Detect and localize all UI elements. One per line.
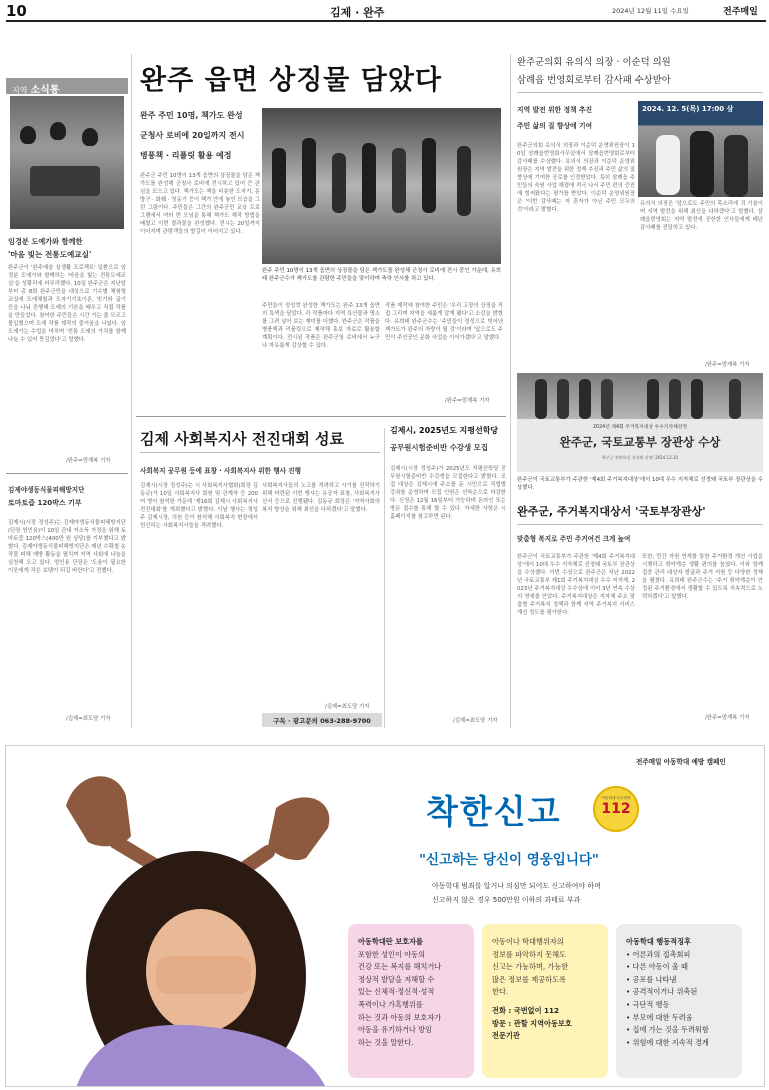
pottery-class-photo xyxy=(10,96,124,229)
badge-caption: 아동학대 신고전화 xyxy=(601,796,631,800)
award-banner-top: 2024년 제4회 주거복지대상 우수지자체선정 xyxy=(593,425,687,430)
issue-date: 2024년 12월 11일 수요일 xyxy=(612,7,689,15)
section-label-title: 소식통 xyxy=(30,85,60,96)
academy-byline: /김제=최도담 기자 xyxy=(453,718,498,724)
campaign-org: 전주매일 아동학대 예방 캠페인 xyxy=(636,758,726,766)
page-number: 10 xyxy=(6,2,27,20)
academy-body: 김제시(시장 정성주)가 2025년도 지평선학당 공무원시험준비반 수강생을 모집한다고 밝혔다. 모집 대상은 김제시에 주소를 둔 시민으로 직렬별 강좌를 운영하며 모집 인원은 선착순으로 마감한다. 신청은 12월 16일부터 가능하며 온라인 또는 방문 접수를 통해 할 수 있다. 자세한 사항은 시 홈페이지를 참고하면 된다. xyxy=(390,466,506,520)
paper-name: 전주매일 xyxy=(723,7,758,17)
main-body-col3: 작품 제작에 참여한 주민은 '우리 고장의 상징을 직접 그리며 지역을 새롭게 알게 됐다'고 소감을 밝혔다. 유희태 완주군수는 '주민들이 정성으로 빚어낸 책가도가 완주의 자랑이 될 것'이라며 '앞으로도 주민이 주인공인 문화 사업을 이어가겠다'고 말했다. xyxy=(385,303,503,341)
info-box-report-lines xyxy=(492,936,598,999)
award-photo xyxy=(517,373,763,472)
welfare-sub: 사회복지 공무원 등에 표창 · 사회복지사 위한 행사 진행 xyxy=(140,467,301,475)
sign-item: • 집에 가는 것을 두려워함 xyxy=(626,1025,709,1035)
definition-line: 아동을 유기하거나 방임 xyxy=(358,1025,433,1035)
main-deck-3: 병풍책 · 리플릿 활용 예정 xyxy=(140,151,232,160)
council-body-left: 완주군의회 유의식 의장과 이순덕 운영위원장이 10일 삼례읍번영회사무실에서 삼례읍번영회로부터 감사패를 수상했다. 유의식 의장과 이순덕 운영위원장은 지역 발전을 위한 정책 추진과 주민 삶의 질 향상에 기여한 공로를 인정받았다. 특히 삼례읍 주민들의 숙원 사업 해결에 적극 나서 주민 편의 증진에 힘써왔다는 평가를 받았다. 이순덕 운영위원장은 '이번 감사패는 저 혼자가 아닌 주민 모두의 것'이라고 밝혔다. xyxy=(517,143,635,213)
report-line: 정보를 파악하지 못해도 xyxy=(492,949,567,959)
sign-item: • 공격적이거나 위축된 xyxy=(626,987,698,997)
story1-byline: /완주=엄재복 기자 xyxy=(66,458,111,464)
definition-line: 폭력이나 가혹행위를 xyxy=(358,999,423,1009)
report-line: 많은 정보를 제공하도록 xyxy=(492,974,567,984)
academy-headline: 김제시, 2025년도 지평선학당 xyxy=(390,426,499,435)
page-header xyxy=(0,0,769,20)
definition-line: 하는 것과 아동의 보호자가 xyxy=(358,1012,442,1022)
definition-line: 정상적 발달을 저해할 수 xyxy=(358,974,435,984)
council-photo-banner: 2024. 12. 5(목) 17:00 삼 xyxy=(642,105,734,113)
sign-item: • 위험에 대한 지속적 경계 xyxy=(626,1037,709,1047)
story1-body: 완주군이 '완주예술 실생활 프로젝트' 일환으로 임경분 도예가와 함께하는 '마음을 빛는 전통도예교실'을 성황리에 마무리했다. 10일 완주군은 지난달부터 총 8회 완주군민을 대상으로 기수별 체험형 교실에 도예체험과 도자기기초이론, 빚기와 굽기 등을 나눠 진행해 도예의 기본을 배우고 직접 작품을 만들었다. 참여한 주민들은 시간 가는 줄 모르고 몰입했으며 도예 작품 제작의 즐거움을 나눴다. 임 도예가는 수업을 마치며 '전통 도예의 가치를 함께 나눌 수 있어 뜻깊었다'고 말했다. xyxy=(8,265,126,343)
welfare-byline: /김제=최도담 기자 xyxy=(325,704,370,710)
child-abuse-campaign-ad xyxy=(5,745,765,1087)
exhibition-photo-caption: 완주 주민 10명이 13개 읍면의 상징물을 담은 책가도를 완성해 군청사 로비에 전시 중인 가운데, 유희태 완주군수가 책가도를 관람한 주민들을 맞이하며 축하 인사를 하고 있다. xyxy=(262,268,501,282)
campaign-desc-2: 신고하지 않은 경우 500만원 이하의 과태료 부과 xyxy=(432,896,581,904)
definition-line: 건강 또는 복지를 해치거나 xyxy=(358,962,442,972)
info-box-definition-lines xyxy=(358,936,464,1049)
council-headline-2: 삼례읍 번영회로부터 감사패 수상받아 xyxy=(517,75,671,86)
info-box-signs xyxy=(616,924,742,1078)
report-line: 아동이나 학대행위자의 xyxy=(492,937,564,946)
sign-item: • 다른 아동이 울 때 xyxy=(626,962,688,972)
main-body-col1: 완주군 주민 10명이 13개 읍면의 상징물을 담은 책가도를 완성해 군청사 로비에 전시하고 있어 큰 관심을 모으고 있다. 책가도는 책을 비롯한 도자기, 문방구 · 화훼 · 청동기 등이 책가 안에 놓인 모습을 그린 그림이다. 주민들은 그간의 완주군민 교육 프로그램에서 여러 번 모임을 통해 책가도 제작 방법을 배웠고 이번 결과물을 완성했다. 전시는 20일까지 이어지며 관람객들의 발길이 이어지고 있다. xyxy=(140,173,260,235)
housing-byline: /완주=엄재복 기자 xyxy=(705,715,750,721)
left-column xyxy=(6,78,128,728)
campaign-title: 착한신고 xyxy=(426,792,562,831)
housing-headline: 완주군, 주거복지대상서 '국토부장관상' xyxy=(517,505,706,518)
welfare-headline: 김제 사회복지사 전진대회 성료 xyxy=(140,430,345,448)
story2-headline-2: 토마토즙 120박스 기부 xyxy=(8,499,82,507)
academy-sub: 공무원시험준비반 수강생 모집 xyxy=(390,443,488,452)
report-line: 한다. xyxy=(492,987,509,997)
campaign-slogan: "신고하는 당신이 영웅입니다" xyxy=(419,852,599,868)
story1-headline-2: '마음 빛는 전통도예교실' xyxy=(8,250,92,259)
award-banner-sub: 완주군 전북유일 지자체 선정! 2024.12.10 xyxy=(602,455,678,460)
housing-body-left: 완주군이 국토교통부가 주관한 '제4회 주거복지대상'에서 10대 우수 지자체로 선정돼 국토부 장관상을 수상했다. 이번 수상으로 완주군은 지난 2022년 국토교통부 제1회 주거복지대상 우수 지자체, 2023년 주거복지대상 우수상에 이어 3년 연속 수상의 영예를 안았다. 주거복지대상은 지자체 주요 맞춤형 주거복지 정책과 함께 지역 주거복지 서비스 개선 정도를 평가한다. xyxy=(517,554,635,616)
definition-line: 포함한 성인이 아동의 xyxy=(358,949,426,959)
welfare-body-a: 김제시(시장 정성주)는 시 사회복지사협회(회장 김동규)가 10일 사회복지사 회원 및 관계자 등 200여 명이 참석한 가운데 '제16회 김제시 사회복지사 전진대회'를 개최했다고 밝혔다. 이날 행사는 정성주 김제시장, 의원 등이 참석해 사회복지 현장에서 헌신하는 사회복지사들을 격려했다. xyxy=(140,483,258,529)
main-deck-1: 완주 주민 10명, 책가도 완성 xyxy=(140,111,243,120)
section-name: 김제 · 완주 xyxy=(330,6,385,19)
subscription-ad: 구독 · 광고문의 063-288-9700 xyxy=(262,713,382,727)
info-box-report xyxy=(482,924,608,1078)
badge-number: 112 xyxy=(601,801,631,817)
info-box-signs-title: 아동학대 행동적징후 xyxy=(626,937,691,946)
definition-line: 아동학대란 보호자를 xyxy=(358,937,423,946)
story2-headline-1: 김제야생동식물피해방지단 xyxy=(8,486,85,494)
story2-body: 김제시(시장 정성주)는 김제야생동식물피해방지단(단장 엄인용)이 10일 관내 저소득 가정을 위해 토마토즙 120박스(400만 원 상당)를 기부했다고 밝혔다. 김제야생동식물피해방지단은 매년 수확철 농작물 피해 예방 활동을 펼치며 지역 사회에 나눔을 실천해 오고 있다. 엄인용 단장은 '도움이 필요한 이웃에게 작은 보탬이 되길 바란다'고 전했다. xyxy=(8,520,126,574)
welfare-body-b: 사회복지사들의 노고를 격려하고 사기를 진작하기 위해 마련된 이번 행사는 유공자 표창, 사회복지사 선서 등으로 진행됐다. 김동규 회장은 '지역사회의 복지 향상을 위해 최선을 다하겠다'고 말했다. xyxy=(262,483,380,513)
award-banner xyxy=(517,419,763,472)
sign-item: • 어른과의 접촉회피 xyxy=(626,949,691,959)
council-byline: /완주=엄재복 기자 xyxy=(705,362,750,368)
contact-line: 전화 : 국번없이 112 xyxy=(492,1005,560,1015)
main-deck-2: 군청사 로비에 20일까지 전시 xyxy=(140,131,245,140)
council-award-photo xyxy=(638,101,763,197)
definition-line: 하는 것을 말한다. xyxy=(358,1037,414,1047)
council-sub-1: 지역 발전 위한 정책 추진 xyxy=(517,106,593,114)
campaign-desc-1: 아동학대 범죄를 알거나 의심만 되어도 신고하여야 하며 xyxy=(432,882,601,890)
section-label-region: 지역 xyxy=(12,86,28,95)
campaign-illustration xyxy=(6,746,366,1087)
contact-line: 방문 : 관할 지역아동보호 xyxy=(492,1018,572,1028)
main-body-col2: 주민들이 정성껏 완성한 책가도는 완주 13개 읍면의 특색을 담았다. 각 작품마다 지역 특산물과 명소를 그려 넣어 보는 재미를 더했다. 완주군은 작품을 병풍책과 리플릿으로 제작해 홍보 자료로 활용할 계획이다. 전시된 작품은 완주군청 로비에서 누구나 자유롭게 감상할 수 있다. xyxy=(262,303,380,349)
council-headline-1: 완주군의회 유의식 의장 · 이순덕 의원 xyxy=(517,57,671,68)
exhibition-photo xyxy=(262,108,501,264)
section-label xyxy=(6,78,128,94)
story2-byline: /김제=최도담 기자 xyxy=(66,716,111,722)
award-title: 완주군, 국토교통부 장관상 수상 xyxy=(559,435,721,449)
info-box-signs-list xyxy=(626,949,732,1050)
contact-line: 전문기관 xyxy=(492,1031,520,1041)
housing-sub: 맞춤형 복지로 주민 주거여건 크게 높여 xyxy=(517,535,631,543)
info-box-definition xyxy=(348,924,474,1078)
main-headline: 완주 읍면 상징물 담았다 xyxy=(140,65,443,96)
sign-item: • 부모에 대한 두려움 xyxy=(626,1012,693,1022)
council-body-right: 유의식 의장은 '앞으로도 주민의 목소리에 귀 기울이며 지역 발전을 위해 최선을 다하겠다'고 말했다. 삼례읍번영회는 지역 발전에 공헌한 인사들에게 매년 감사패를 전달하고 있다. xyxy=(640,201,763,231)
housing-body-right: 또한, 민간 자원 연계를 통한 주거환경 개선 사업을 시행하고 취약계층 생활 편의를 높였다. 이와 함께 집중 관리 대상자 발굴과 주거 지원 등 다양한 정책을 펼쳤다. 유희태 완주군수는 '주거 취약계층이 안정된 주거환경에서 생활할 수 있도록 지속적으로 노력하겠다'고 말했다. xyxy=(642,554,763,600)
main-byline: /완주=엄재복 기자 xyxy=(445,398,490,404)
award-photo-caption: 완주군이 국토교통부가 주관한 '제4회 주거복지대상'에서 10대 우수 지자체로 선정돼 국토부 장관상을 수상했다. xyxy=(517,477,763,491)
info-box-report-contact xyxy=(492,1005,598,1043)
report-line: 신고는 가능하며, 가능한 xyxy=(492,962,569,972)
sign-item: • 극단적 행동 xyxy=(626,999,670,1009)
report-112-badge xyxy=(593,786,639,832)
definition-line: 있는 신체적·정신적·성적 xyxy=(358,987,435,997)
council-sub-2: 주민 삶의 질 향상에 기여 xyxy=(517,122,593,130)
sign-item: • 공포를 나타냄 xyxy=(626,974,677,984)
story1-headline-1: 임경분 도예가와 함께한 xyxy=(8,237,83,246)
